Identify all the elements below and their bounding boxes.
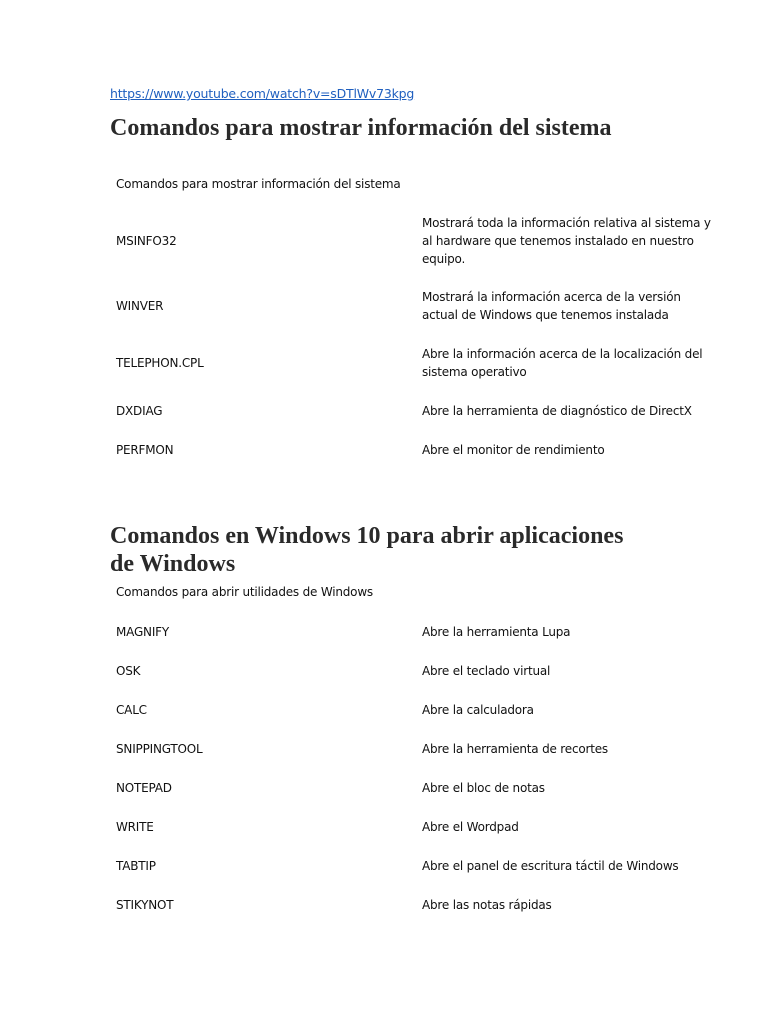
- command-name: MSINFO32: [116, 234, 177, 248]
- command-description: Abre la calculadora: [422, 703, 534, 717]
- command-name: NOTEPAD: [116, 781, 172, 795]
- table-row: [116, 896, 716, 914]
- command-description: Abre el Wordpad: [422, 820, 519, 834]
- command-name: DXDIAG: [116, 404, 163, 418]
- table-row: [116, 740, 716, 758]
- command-description: Abre el monitor de rendimiento: [422, 443, 605, 457]
- command-description: Abre la herramienta de recortes: [422, 742, 608, 756]
- table-row: [116, 662, 716, 680]
- table-row: [116, 441, 716, 459]
- command-name: WRITE: [116, 820, 154, 834]
- command-name: TABTIP: [116, 859, 156, 873]
- command-name: TELEPHON.CPL: [116, 356, 204, 370]
- table-row: [116, 623, 716, 641]
- command-description: Abre el panel de escritura táctil de Windows: [422, 859, 679, 873]
- table-row: [116, 701, 716, 719]
- table-row: [116, 818, 716, 836]
- command-name: OSK: [116, 664, 141, 678]
- command-description: Abre las notas rápidas: [422, 898, 552, 912]
- command-name: SNIPPINGTOOL: [116, 742, 203, 756]
- command-description: Abre la herramienta de diagnóstico de DirectX: [422, 404, 692, 418]
- command-name: WINVER: [116, 299, 164, 313]
- section2-title: Comandos en Windows 10 para abrir aplicaciones de Windows: [110, 523, 624, 577]
- command-description: Mostrará toda la información relativa al sistema y al hardware que tenemos instalado en nuestro equipo.: [422, 216, 711, 266]
- section1-caption: Comandos para mostrar información del sistema: [116, 177, 401, 191]
- command-description: Mostrará la información acerca de la versión actual de Windows que tenemos instalada: [422, 290, 681, 322]
- table-row: [116, 288, 716, 324]
- table-row: [116, 857, 716, 875]
- table-row: [116, 214, 716, 268]
- command-description: Abre el bloc de notas: [422, 781, 545, 795]
- table-row: [116, 402, 716, 420]
- command-name: STIKYNOT: [116, 898, 174, 912]
- table-row: [116, 345, 716, 381]
- youtube-link[interactable]: https://www.youtube.com/watch?v=sDTlWv73kpg: [110, 86, 415, 101]
- command-name: CALC: [116, 703, 147, 717]
- command-description: Abre la información acerca de la localización del sistema operativo: [422, 347, 703, 379]
- command-description: Abre el teclado virtual: [422, 664, 551, 678]
- table-row: [116, 779, 716, 797]
- section1-title: Comandos para mostrar información del sistema: [110, 115, 612, 141]
- section2-caption: Comandos para abrir utilidades de Windows: [116, 585, 373, 599]
- command-description: Abre la herramienta Lupa: [422, 625, 571, 639]
- command-name: PERFMON: [116, 443, 174, 457]
- command-name: MAGNIFY: [116, 625, 169, 639]
